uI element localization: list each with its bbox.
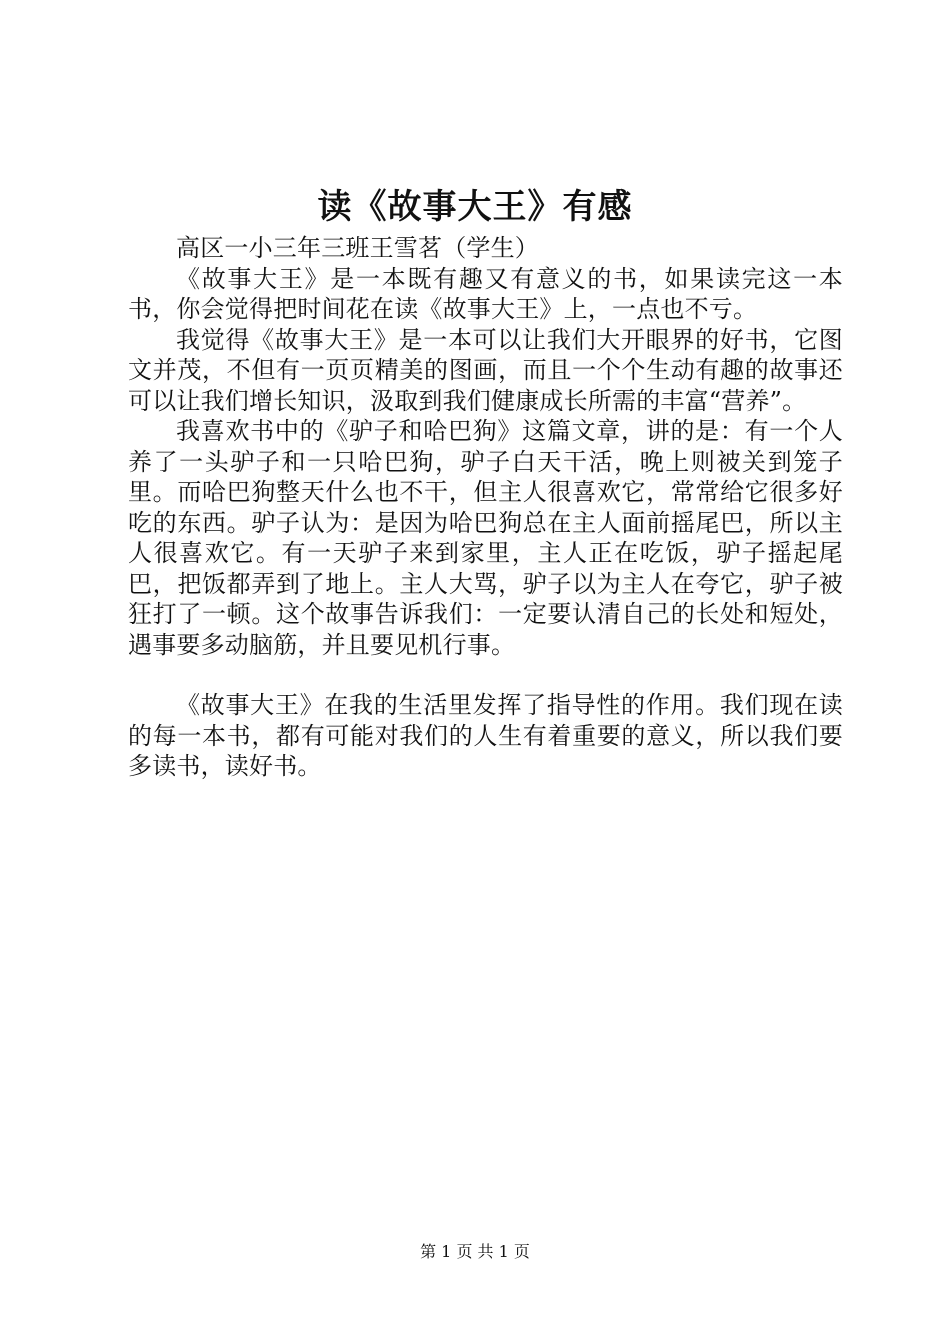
- author-line: 高区一小三年三班王雪茗（学生）: [176, 234, 539, 262]
- paragraph-2: 我觉得《故事大王》是一本可以让我们大开眼界的好书，它图文并茂，不但有一页页精美的图画，而且一个个生动有趣的故事还可以让我们增长知识，汲取到我们健康成长所需的丰富“营养”。: [128, 325, 843, 415]
- paragraph-4: 《故事大王》在我的生活里发挥了指导性的作用。我们现在读的每一本书，都有可能对我们的人生有着重要的意义，所以我们要多读书，读好书。: [128, 691, 843, 780]
- paragraph-3: 我喜欢书中的《驴子和哈巴狗》这篇文章，讲的是：有一个人养了一头驴子和一只哈巴狗，驴子白天干活，晚上则被关到笼子里。而哈巴狗整天什么也不干，但主人很喜欢它，常常给它很多好吃的东西。驴子认为：是因为哈巴狗总在主人面前摇尾巴，所以主人很喜欢它。有一天驴子来到家里，主人正在吃饭，驴子摇起尾巴，把饭都弄到了地上。主人大骂，驴子以为主人在夸它，驴子被狂打了一顿。这个故事告诉我们：一定要认清自己的长处和短处，遇事要多动脑筋，并且要见机行事。: [128, 417, 843, 659]
- document-title: 读《故事大王》有感: [317, 187, 633, 227]
- paragraph-1: 《故事大王》是一本既有趣又有意义的书，如果读完这一本书，你会觉得把时间花在读《故事大王》上，一点也不亏。: [128, 264, 843, 323]
- document-body: [128, 233, 843, 782]
- page-footer: 第 1 页 共 1 页: [420, 1242, 530, 1261]
